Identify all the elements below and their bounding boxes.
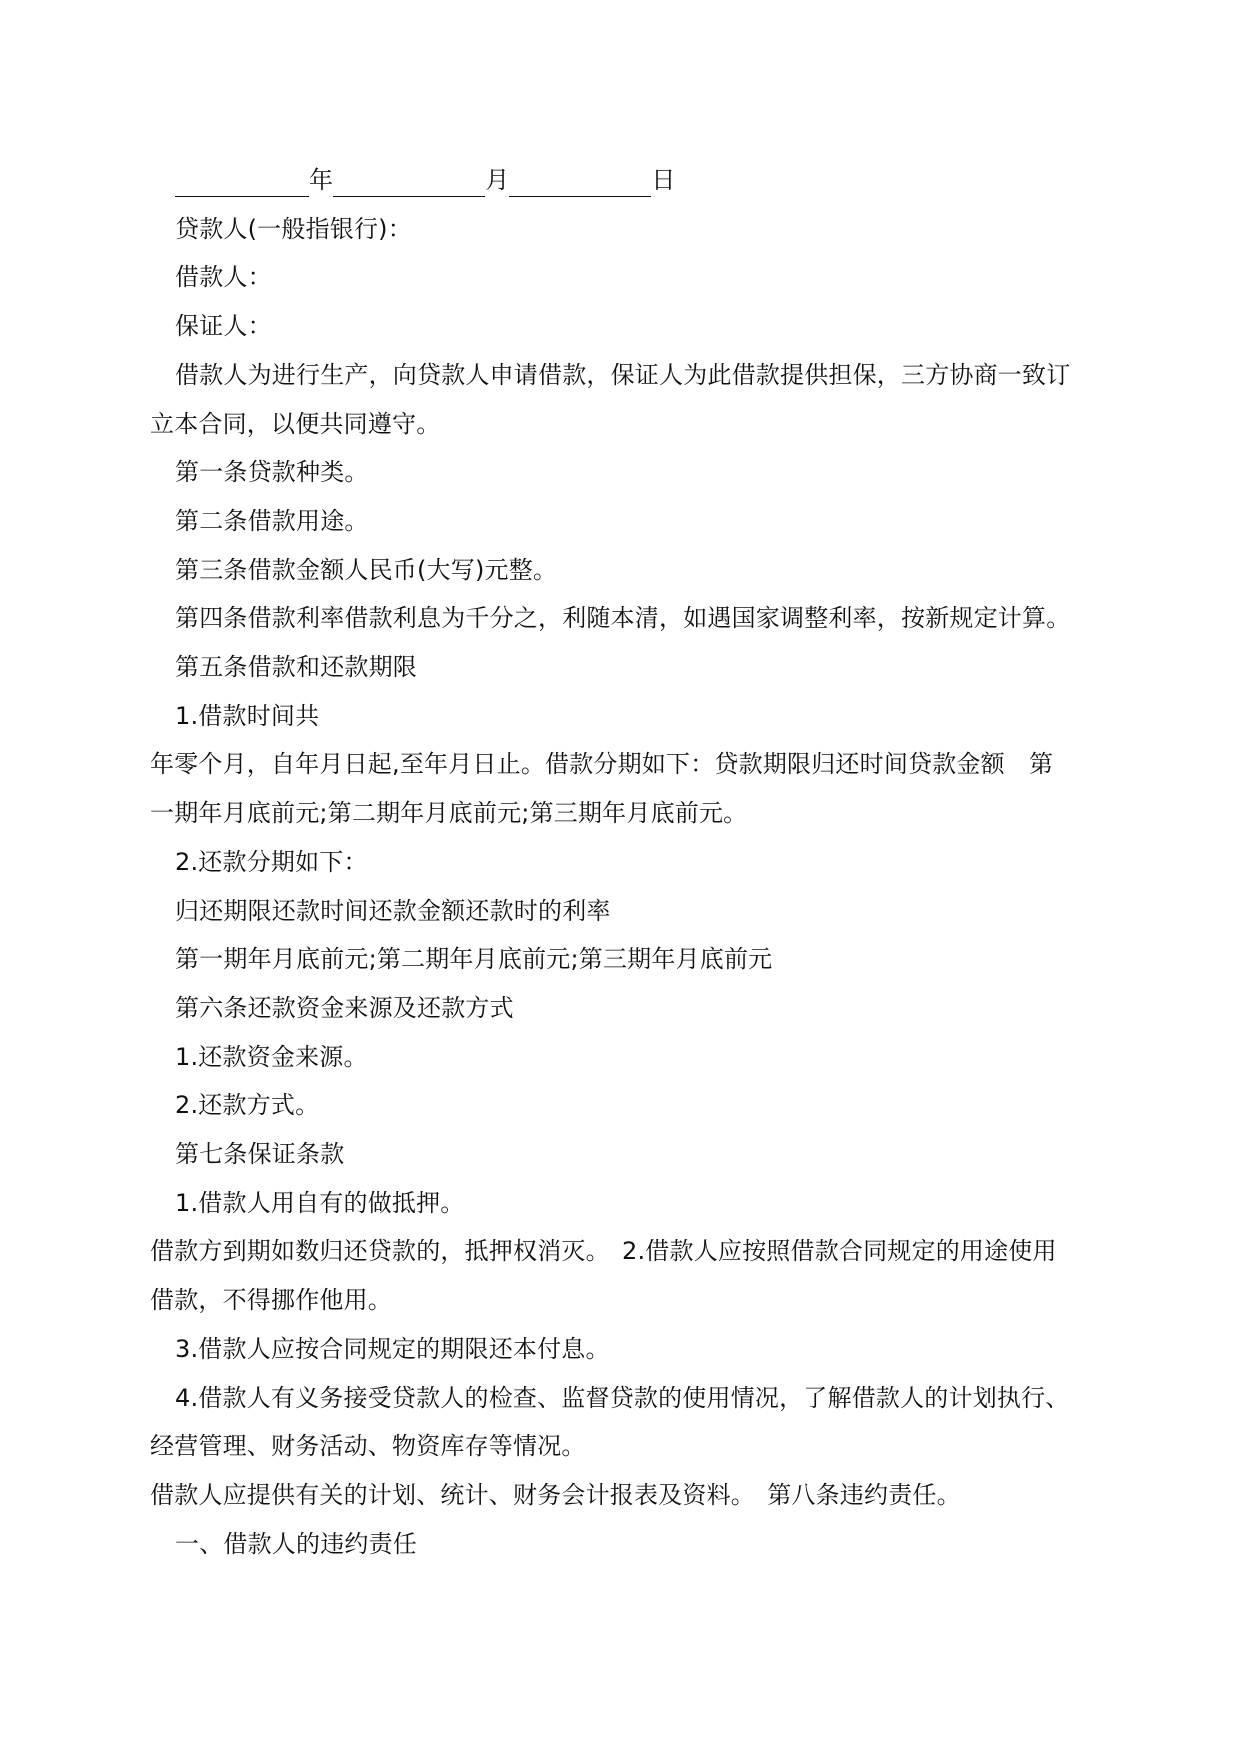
- month-blank: [333, 166, 485, 197]
- article-7-item-4: 4.借款人有义务接受贷款人的检查、监督贷款的使用情况，了解借款人的计划执行、: [175, 1383, 1070, 1412]
- article-5-text-2: 一期年月底前元;第二期年月底前元;第三期年月底前元。: [150, 799, 748, 828]
- borrower-line: 借款人：: [175, 263, 272, 292]
- year-label: 年: [309, 166, 334, 194]
- day-blank: [509, 166, 651, 197]
- article-7-text-4: 借款人应提供有关的计划、统计、财务会计报表及资料。 第八条违约责任。: [150, 1480, 961, 1509]
- month-label: 月: [485, 166, 510, 194]
- breach-heading: 一、借款人的违约责任: [175, 1529, 417, 1558]
- article-6-item-2: 2.还款方式。: [175, 1091, 320, 1120]
- article-2: 第二条借款用途。: [175, 506, 369, 535]
- article-5-text-4: 第一期年月底前元;第二期年月底前元;第三期年月底前元: [175, 945, 773, 974]
- article-7-heading: 第七条保证条款: [175, 1140, 345, 1169]
- article-6-item-1: 1.还款资金来源。: [175, 1042, 368, 1071]
- article-7-item-1: 1.借款人用自有的做抵押。: [175, 1188, 465, 1217]
- article-5-item-2: 2.还款分期如下：: [175, 847, 368, 876]
- article-6-heading: 第六条还款资金来源及还款方式: [175, 993, 514, 1022]
- article-3: 第三条借款金额人民币(大写)元整。: [175, 555, 558, 584]
- day-label: 日: [651, 166, 676, 194]
- article-7-item-3: 3.借款人应按合同规定的期限还本付息。: [175, 1334, 610, 1363]
- article-4: 第四条借款利率借款利息为千分之，利随本清，如遇国家调整利率，按新规定计算。: [175, 604, 1071, 633]
- date-line: [150, 156, 1110, 205]
- preamble-line-2: 立本合同，以便共同遵守。: [150, 409, 441, 438]
- article-7-text-2: 借款，不得挪作他用。: [150, 1286, 392, 1315]
- article-5-item-1: 1.借款时间共: [175, 701, 320, 730]
- article-1: 第一条贷款种类。: [175, 458, 369, 487]
- article-5-text-3: 归还期限还款时间还款金额还款时的利率: [175, 896, 611, 925]
- article-5-text-1: 年零个月，自年月日起,至年月日止。借款分期如下：贷款期限归还时间贷款金额 第: [150, 750, 1054, 779]
- article-7-text-3: 经营管理、财务活动、物资库存等情况。: [150, 1432, 586, 1461]
- article-5-heading: 第五条借款和还款期限: [175, 653, 417, 682]
- lender-line: 贷款人(一般指银行)：: [175, 214, 412, 243]
- contract-body: [150, 156, 1110, 1568]
- guarantor-line: 保证人：: [175, 312, 272, 341]
- year-blank: [175, 166, 309, 197]
- article-7-text-1: 借款方到期如数归还贷款的，抵押权消灭。 2.借款人应按照借款合同规定的用途使用: [150, 1237, 1057, 1266]
- preamble-line-1: 借款人为进行生产，向贷款人申请借款，保证人为此借款提供担保，三方协商一致订: [175, 360, 1071, 389]
